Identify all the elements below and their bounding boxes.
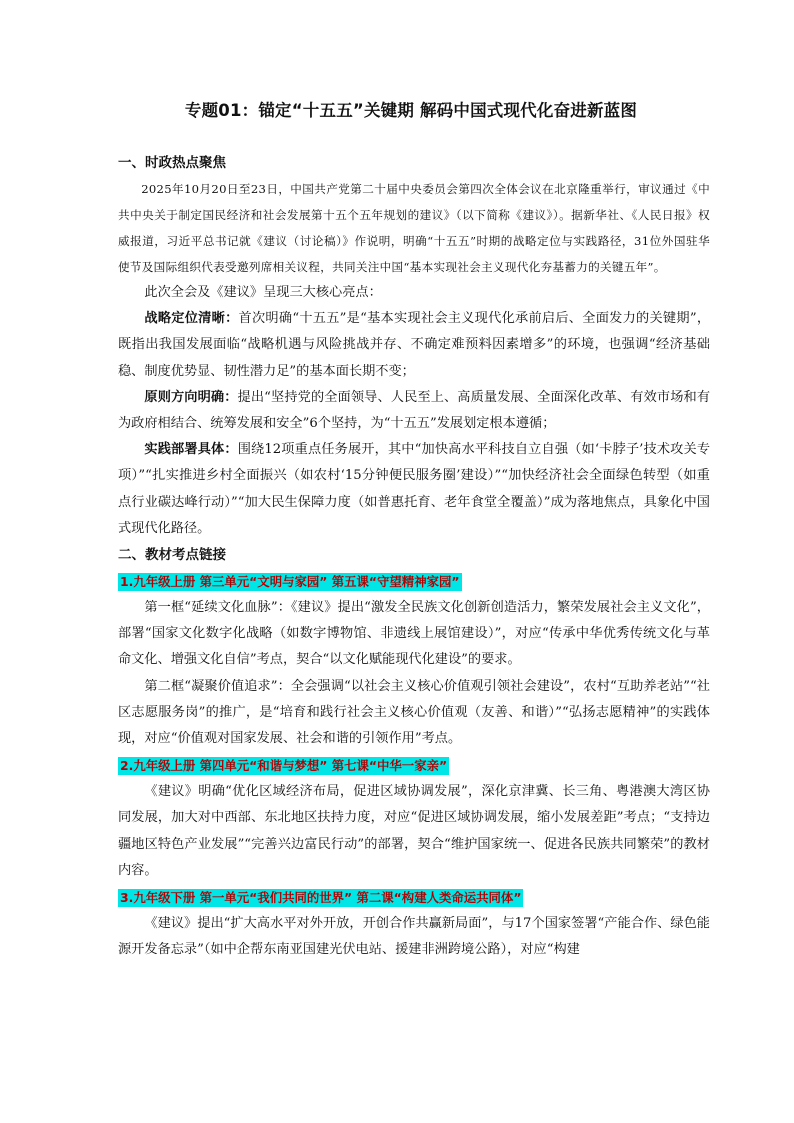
highlights-intro: 此次全会及《建议》呈现三大核心亮点： — [144, 285, 382, 300]
point-practice — [118, 437, 710, 542]
point-principles — [118, 385, 710, 437]
page-title: 专题01：锚定“十五五”关键期 解码中国式现代化奋进新蓝图 — [184, 101, 638, 120]
news-paragraph: 2025年10月20日至23日，中国共产党第二十届中央委员会第四次全体会议在北京隆重举行，审议通过《中共中央关于制定国民经济和社会发展第十五个五年规划的建议》（以下简称《建议》）。据新华社、《人民日报》权威报道，习近平总书记就《建议（讨论稿）》作说明，明确“十五五”时期的战略定位与实践路径，31位外国驻华使节及国际组织代表受邀列席相关议程，共同关注中国“基本实现社会主义现代化夯基蓄力的关键五年”。 — [118, 182, 710, 274]
unit-paragraph: 第一框“延续文化血脉”：《建议》提出“激发全民族文化创新创造活力，繁荣发展社会主义文化”，部署“国家文化数字化战略（如数字博物馆、非遗线上展馆建设）”，对应“传承中华优秀传统文化与革命文化、增强文化自信”考点，契合“以文化赋能现代化建设”的要求。 — [118, 600, 710, 668]
unit-paragraph: 《建议》明确“优化区域经济布局，促进区域协调发展”，深化京津冀、长三角、粤港澳大湾区协同发展，加大对中西部、东北地区扶持力度，对应“促进区域协调发展，缩小发展差距”考点；“支持边疆地区特色产业发展”“完善兴边富民行动”的部署，契合“维护国家统一、促进各民族共同繁荣”的教材内容。 — [118, 784, 710, 878]
point-label: 实践部署具体： — [144, 442, 238, 458]
point-label: 战略定位清晰： — [144, 311, 239, 327]
unit-title-highlight: 2.九年级上册 第四单元“和谐与梦想” 第七课“中华一家亲” — [120, 758, 448, 774]
document-body — [118, 98, 710, 963]
section-heading-textbook: 二、教材考点链接 — [118, 547, 226, 564]
unit-heading — [118, 752, 710, 779]
point-text: 提出“坚持党的全面领导、人民至上、高质量发展、全面深化改革、有效市场和有为政府相结合、统筹发展和安全”6个坚持，为“十五五”发展划定根本遵循； — [118, 389, 711, 432]
point-strategic-positioning — [118, 306, 710, 385]
unit-title-highlight: 1.九年级上册 第三单元“文明与家园” 第五课“守望精神家园” — [120, 574, 460, 590]
unit-heading — [118, 568, 710, 595]
point-text: 首次明确“十五五”是“基本实现社会主义现代化承前启后、全面发力的关键期”，既指出我国发展面临“战略机遇与风险挑战并存、不确定难预料因素增多”的环境，也强调“经济基础稳、制度优势显、韧性潜力足”的基本面长期不变； — [118, 311, 711, 379]
unit-paragraph: 《建议》提出“扩大高水平对外开放，开创合作共赢新局面”，与17个国家签署“产能合作、绿色能源开发备忘录”（如中企帮东南亚国建光伏电站、援建非洲跨境公路），对应“构建 — [118, 916, 710, 958]
section-heading-news: 一、时政热点聚焦 — [118, 155, 226, 171]
point-label: 原则方向明确： — [144, 389, 238, 405]
unit-paragraph: 第二框“凝聚价值追求”：全会强调“以社会主义核心价值观引领社会建设”，农村“互助养老站”“社区志愿服务岗”的推广，是“培育和践行社会主义核心价值观（友善、和谐）”“弘扬志愿精神”的实践体现，对应“价值观对国家发展、社会和谐的引领作用”考点。 — [118, 678, 710, 747]
unit-title-highlight: 3.九年级下册 第一单元“我们共同的世界” 第二课“构建人类命运共同体” — [120, 890, 522, 906]
unit-heading — [118, 884, 710, 911]
point-text: 围绕12项重点任务展开，其中“加快高水平科技自立自强（如‘卡脖子’技术攻关专项）”“扎实推进乡村全面振兴（如农村‘15分钟便民服务圈’建设）”“加快经济社会全面绿色转型（如重点行业碳达峰行动）”“加大民生保障力度（如普惠托育、老年食堂全覆盖）”成为落地焦点，具象化中国式现代化路径。 — [118, 442, 711, 536]
